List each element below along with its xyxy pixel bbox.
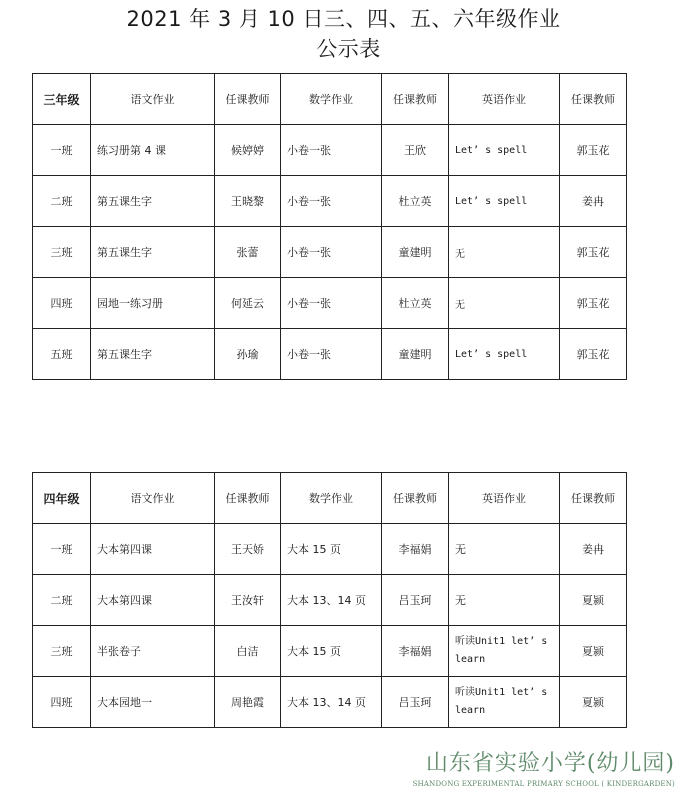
chinese-homework-cell: 第五课生字 (91, 227, 215, 278)
title-line-1: 2021 年 3 月 10 日三、四、五、六年级作业 (126, 7, 561, 31)
english-homework-cell: 无 (449, 227, 560, 278)
english-homework-cell: 听读Unit1 let’ s learn (449, 626, 560, 677)
math-homework-cell: 小卷一张 (281, 227, 382, 278)
teacher-cell: 白洁 (215, 626, 281, 677)
class-cell: 一班 (33, 125, 91, 176)
english-homework-cell: Let’ s spell (449, 329, 560, 380)
grade4-table (32, 472, 627, 728)
chinese-homework-cell: 练习册第 4 课 (91, 125, 215, 176)
school-name-english: SHANDONG EXPERIMENTAL PRIMARY SCHOOL ( KINDERGARDEN) (412, 780, 675, 788)
school-logo (375, 750, 675, 790)
chinese-homework-cell: 第五课生字 (91, 176, 215, 227)
teacher-cell: 夏颍 (560, 677, 627, 728)
teacher-cell: 何延云 (215, 278, 281, 329)
teacher-cell: 王汝轩 (215, 575, 281, 626)
title-line-2: 公示表 (316, 37, 381, 61)
teacher-cell: 候婷婷 (215, 125, 281, 176)
table-row (33, 176, 627, 227)
teacher-cell: 李福娟 (382, 626, 449, 677)
teacher-cell: 杜立英 (382, 278, 449, 329)
math-homework-cell: 小卷一张 (281, 125, 382, 176)
teacher-cell: 周艳霞 (215, 677, 281, 728)
teacher-cell: 郭玉花 (560, 125, 627, 176)
math-homework-cell: 小卷一张 (281, 176, 382, 227)
chinese-homework-cell: 大本园地一 (91, 677, 215, 728)
teacher-cell: 李福娟 (382, 524, 449, 575)
column-header: 任课教师 (560, 74, 627, 125)
column-header: 任课教师 (215, 473, 281, 524)
chinese-homework-cell: 大本第四课 (91, 524, 215, 575)
chinese-homework-cell: 半张卷子 (91, 626, 215, 677)
table-row (33, 575, 627, 626)
table-header-row (33, 473, 627, 524)
column-header: 任课教师 (382, 473, 449, 524)
class-cell: 五班 (33, 329, 91, 380)
school-name-chinese: 山东省实验小学(幼儿园) (425, 751, 675, 776)
teacher-cell: 张蕾 (215, 227, 281, 278)
math-homework-cell: 小卷一张 (281, 329, 382, 380)
class-cell: 三班 (33, 626, 91, 677)
teacher-cell: 童建明 (382, 329, 449, 380)
table-row (33, 278, 627, 329)
teacher-cell: 姜冉 (560, 524, 627, 575)
column-header: 任课教师 (560, 473, 627, 524)
english-homework-cell: 听读Unit1 let’ s learn (449, 677, 560, 728)
table-row (33, 524, 627, 575)
teacher-cell: 郭玉花 (560, 329, 627, 380)
column-header: 任课教师 (382, 74, 449, 125)
teacher-cell: 杜立英 (382, 176, 449, 227)
class-cell: 四班 (33, 677, 91, 728)
column-header: 数学作业 (281, 473, 382, 524)
page-title (0, 4, 687, 64)
teacher-cell: 吕玉珂 (382, 677, 449, 728)
column-header: 英语作业 (449, 74, 560, 125)
chinese-homework-cell: 园地一练习册 (91, 278, 215, 329)
grade3-table (32, 73, 627, 380)
english-homework-cell: 无 (449, 524, 560, 575)
teacher-cell: 王天娇 (215, 524, 281, 575)
english-homework-cell: Let’ s spell (449, 176, 560, 227)
grade-header: 三年级 (33, 74, 91, 125)
table-header-row (33, 74, 627, 125)
teacher-cell: 郭玉花 (560, 278, 627, 329)
column-header: 任课教师 (215, 74, 281, 125)
chinese-homework-cell: 大本第四课 (91, 575, 215, 626)
teacher-cell: 郭玉花 (560, 227, 627, 278)
table-row (33, 677, 627, 728)
teacher-cell: 童建明 (382, 227, 449, 278)
table-row (33, 329, 627, 380)
teacher-cell: 姜冉 (560, 176, 627, 227)
table-row (33, 626, 627, 677)
table-row (33, 125, 627, 176)
teacher-cell: 王欣 (382, 125, 449, 176)
teacher-cell: 夏颍 (560, 626, 627, 677)
math-homework-cell: 大本 13、14 页 (281, 677, 382, 728)
class-cell: 四班 (33, 278, 91, 329)
math-homework-cell: 大本 15 页 (281, 626, 382, 677)
grade-header: 四年级 (33, 473, 91, 524)
teacher-cell: 吕玉珂 (382, 575, 449, 626)
math-homework-cell: 小卷一张 (281, 278, 382, 329)
class-cell: 一班 (33, 524, 91, 575)
chinese-homework-cell: 第五课生字 (91, 329, 215, 380)
class-cell: 二班 (33, 575, 91, 626)
column-header: 数学作业 (281, 74, 382, 125)
english-homework-cell: 无 (449, 575, 560, 626)
teacher-cell: 孙瑜 (215, 329, 281, 380)
class-cell: 二班 (33, 176, 91, 227)
column-header: 英语作业 (449, 473, 560, 524)
class-cell: 三班 (33, 227, 91, 278)
math-homework-cell: 大本 15 页 (281, 524, 382, 575)
column-header: 语文作业 (91, 74, 215, 125)
teacher-cell: 王晓黎 (215, 176, 281, 227)
english-homework-cell: 无 (449, 278, 560, 329)
english-homework-cell: Let’ s spell (449, 125, 560, 176)
teacher-cell: 夏颍 (560, 575, 627, 626)
math-homework-cell: 大本 13、14 页 (281, 575, 382, 626)
column-header: 语文作业 (91, 473, 215, 524)
table-row (33, 227, 627, 278)
